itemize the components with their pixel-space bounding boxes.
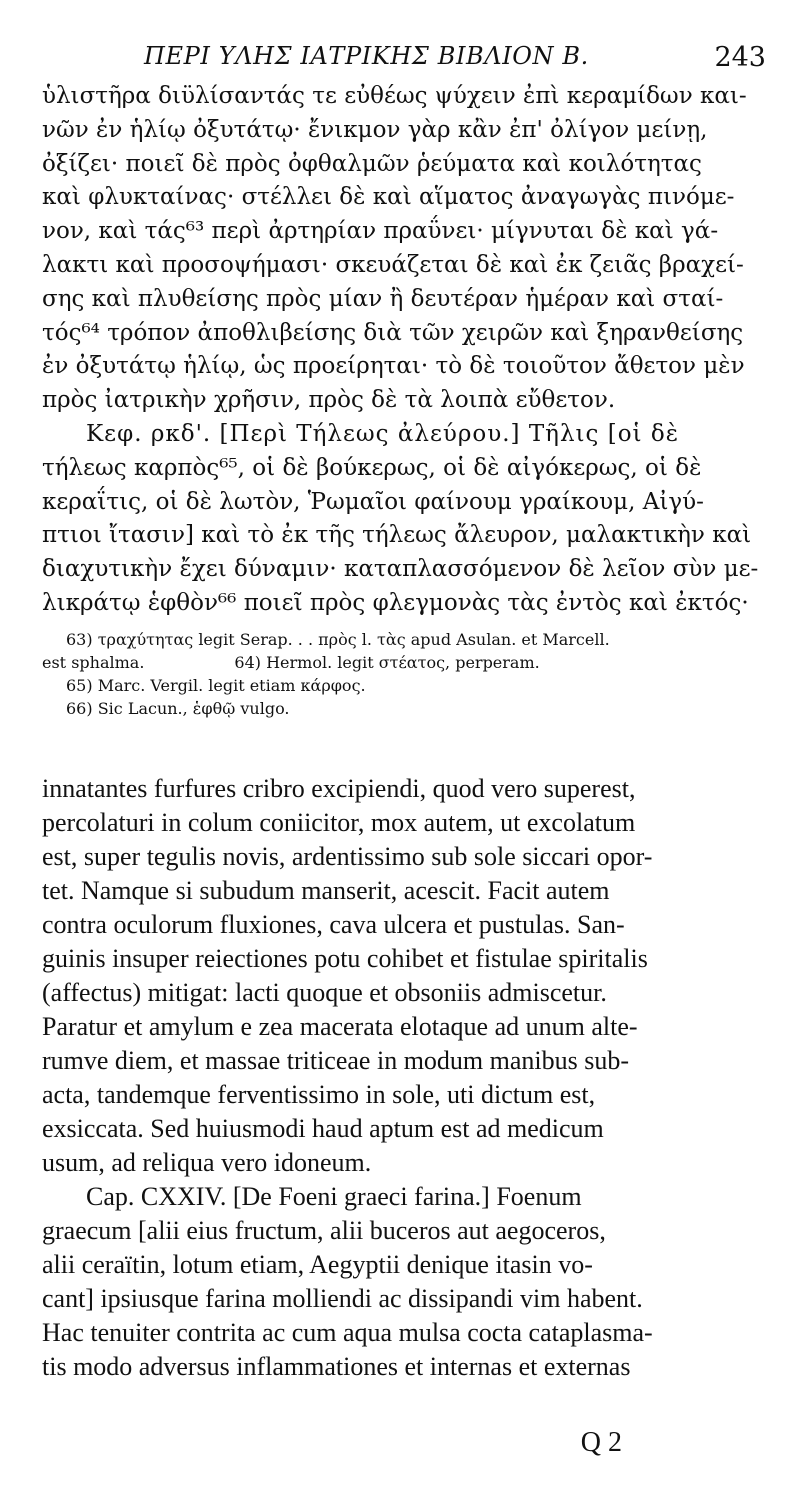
greek-line-3: ὀξίζει· ποιεῖ δὲ πρὸς ὀφθαλμῶν ῥεύματα καὶ κοιλότητας [42, 150, 702, 177]
signature-mark: Q 2 [580, 1427, 622, 1458]
greek-line-4: καὶ φλυκταίνας· στέλλει δὲ καὶ αἵματος ἀναγωγὰς πινόμε- [42, 184, 735, 211]
footnote-65: 65) Marc. Vergil. legit etiam κάρφος. [66, 675, 366, 695]
latin-line-10: acta, tandemque ferventissimo in sole, uti dictum est, [42, 1079, 596, 1109]
latin-line-1: innatantes furfures cribro excipiendi, quod vero superest, [42, 773, 636, 803]
greek-line-7: σης καὶ πλυθείσης πρὸς μίαν ἢ δευτέραν ἡμέραν καὶ σταί- [42, 285, 724, 312]
greek-chapter-heading: Κεφ. ρκδ'. [Περὶ Τήλεως ἀλεύρου.] Τῆλις [οἱ δὲ [86, 420, 680, 447]
greek-line-13: κεραΐτις, οἱ δὲ λωτὸν, Ῥωμαῖοι φαίνουμ γραίκουμ, Αἰγύ- [42, 488, 704, 515]
latin-line-8: Paratur et amylum e zea macerata elotaque ad unum alte- [42, 1011, 638, 1041]
greek-line-1: ὑλιστῆρα διϋλίσαντάς τε εὐθέως ψύχειν ἐπὶ κεραμίδων και- [42, 83, 747, 109]
latin-line-12: usum, ad reliqua vero idoneum. [42, 1147, 372, 1177]
greek-line-6: λακτι καὶ προσοψήμασι· σκευάζεται δὲ καὶ ἐκ ζειᾶς βραχεί- [42, 251, 744, 278]
footnote-66: 66) Sic Lacun., ἑφθῷ vulgo. [66, 698, 290, 718]
greek-line-8: τός⁶⁴ τρόπον ἀποθλιβείσης διὰ τῶν χειρῶν καὶ ξηρανθείσης [42, 319, 744, 346]
latin-line-9: rumve diem, et massae triticeae in modum manibus sub- [42, 1045, 630, 1075]
running-title: ΠΕΡΙ ΥΛΗΣ ΙΑΤΡΙΚΗΣ ΒΙΒΛΙΟΝ Β. [144, 42, 589, 70]
greek-line-5: νον, καὶ τάς⁶³ περὶ ἀρτηρίαν πραΰνει· μίγνυται δὲ καὶ γά- [42, 218, 719, 245]
footnote-row-63-64 [42, 651, 766, 674]
footnote-64: 64) Hermol. legit στέατος, perperam. [234, 652, 540, 672]
footnote-63-continuation: est sphalma. [42, 652, 145, 672]
page-number: 243 [714, 42, 766, 73]
greek-line-14: πτιοι ἴτασιν] καὶ τὸ ἐκ τῆς τήλεως ἄλευρον, μαλακτικὴν καὶ [42, 522, 752, 549]
latin-line-18: tis modo adversus inflammationes et internas et externas [42, 1351, 631, 1381]
running-head [42, 22, 766, 73]
latin-line-16: cant] ipsiusque farina molliendi ac dissipandi vim habent. [42, 1283, 643, 1313]
latin-line-6: guinis insuper reiectiones potu cohibet et fistulae spiritalis [42, 943, 648, 973]
latin-text-block [42, 772, 766, 1384]
greek-line-16: λικράτῳ ἑφθὸν⁶⁶ ποιεῖ πρὸς φλεγμονὰς τὰς ἐντὸς καὶ ἐκτός· [42, 589, 749, 616]
latin-line-17: Hac tenuiter contrita ac cum aqua mulsa cocta cataplasma- [42, 1317, 653, 1347]
greek-line-15: διαχυτικὴν ἔχει δύναμιν· καταπλασσόμενον δὲ λεῖον σὺν με- [42, 556, 759, 583]
latin-line-14: graecum [alii eius fructum, alii buceros aut aegoceros, [42, 1215, 606, 1245]
greek-line-9: ἐν ὀξυτάτῳ ἡλίῳ, ὡς προείρηται· τὸ δὲ τοιοῦτον ἄθετον μὲν [42, 353, 745, 380]
latin-line-5: contra oculorum fluxiones, cava ulcera et pustulas. San- [42, 909, 625, 939]
greek-line-10: πρὸς ἰατρικὴν χρῆσιν, πρὸς δὲ τὰ λοιπὰ εὔθετον. [42, 387, 616, 414]
latin-line-2: percolaturi in colum coniicitor, mox autem, ut excolatum [42, 807, 636, 837]
greek-line-2: νῶν ἐν ἡλίῳ ὀξυτάτῳ· ἔνικμον γὰρ κἂν ἐπ' ὀλίγον μείνῃ, [42, 116, 708, 143]
latin-line-4: tet. Namque si subudum manserit, acescit. Facit autem [42, 875, 610, 905]
greek-line-12: τήλεως καρπὸς⁶⁵, οἱ δὲ βούκερως, οἱ δὲ αἰγόκερως, οἱ δὲ [42, 454, 702, 481]
latin-line-11: exsiccata. Sed huiusmodi haud aptum est ad medicum [42, 1113, 604, 1143]
latin-line-15: alii ceraïtin, lotum etiam, Aegyptii denique itasin vo- [42, 1249, 593, 1279]
latin-line-3: est, super tegulis novis, ardentissimo sub sole siccari opor- [42, 841, 653, 871]
latin-line-7: (affectus) mitigat: lacti quoque et obsoniis admiscetur. [42, 977, 607, 1007]
latin-chapter-heading: Cap. CXXIV. [De Foeni graeci farina.] Foenum [86, 1181, 582, 1211]
footnotes [42, 628, 766, 720]
footnote-63: 63) τραχύτητας legit Serap. . . πρὸς l. τὰς apud Asulan. et Marcell. [66, 629, 610, 649]
greek-text-block [42, 80, 766, 621]
